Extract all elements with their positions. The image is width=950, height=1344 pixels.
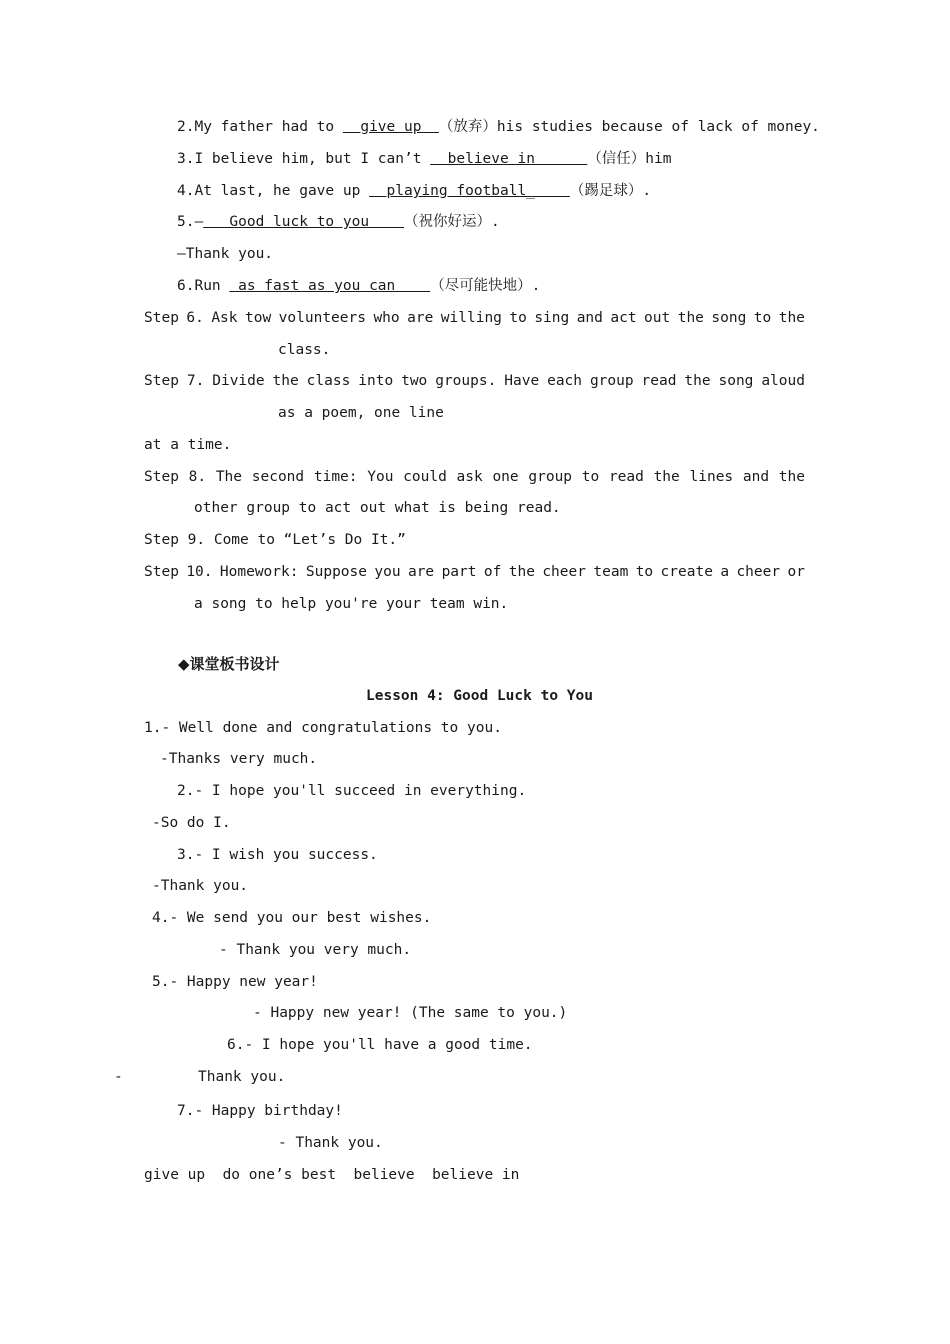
step-word: are: [407, 310, 434, 326]
board-line: 2.- I hope you'll succeed in everything.: [177, 783, 527, 799]
answer-blank: give up: [342, 119, 439, 135]
step-word: each: [547, 373, 583, 389]
step-9-line: Step 9. Come to “Let’s Do It.”: [144, 532, 406, 548]
exercise-5: [177, 212, 500, 232]
step-7-cont-2: at a time.: [144, 437, 232, 453]
step-word: volunteers: [278, 310, 366, 326]
step-word: are: [407, 564, 435, 580]
board-line: 1.- Well done and congratulations to you.: [144, 720, 502, 736]
step-word: 10.: [186, 564, 213, 580]
step-word: Divide: [212, 373, 265, 389]
step-6-line: [144, 308, 805, 328]
step-word: cheer: [542, 564, 586, 580]
step-word: class: [306, 373, 351, 389]
board-line: Thank you.: [198, 1069, 286, 1085]
step-word: team: [593, 564, 629, 580]
step-word: to: [753, 310, 772, 326]
board-line: -Thank you.: [152, 878, 249, 894]
step-word: group: [589, 373, 634, 389]
step-word: could: [403, 469, 447, 485]
step-word: read: [608, 469, 644, 485]
exercise-3: [177, 149, 672, 169]
step-word: 8.: [188, 469, 207, 485]
answer-blank: Good luck to you: [203, 214, 404, 230]
exercise-2: [177, 117, 820, 137]
step-word: and: [742, 469, 770, 485]
step-word: time:: [313, 469, 358, 485]
answer-blank: believe in: [430, 151, 588, 167]
step-word: the: [653, 469, 680, 485]
step-word: a: [720, 564, 730, 580]
exercise-text: （信任）him: [587, 151, 672, 167]
step-word: part: [441, 564, 477, 580]
step-word: to: [635, 564, 654, 580]
step-word: and: [576, 310, 603, 326]
step-word: or: [787, 564, 805, 580]
step-word: read: [641, 373, 677, 389]
board-line: - Thank you.: [278, 1135, 383, 1151]
exercise-text: 4.At last, he gave up: [177, 183, 370, 199]
exercise-text: （放弃）his studies because of lack of money.: [438, 119, 820, 135]
step-word: 7.: [186, 373, 205, 389]
exercise-text: （祝你好运）.: [404, 214, 500, 230]
step-word: aloud: [761, 373, 805, 389]
answer-blank: playing football_: [369, 183, 570, 199]
board-heading: ◆课堂板书设计: [178, 655, 280, 673]
board-dash: -: [114, 1069, 123, 1085]
exercise-text: （踢足球）.: [569, 183, 652, 199]
exercise-5-reply: [177, 244, 273, 264]
exercise-4: [177, 181, 651, 201]
step-word: song: [718, 373, 754, 389]
exercise-text: 6.Run: [177, 278, 230, 294]
step-word: the: [778, 310, 805, 326]
step-word: you: [374, 564, 401, 580]
step-10-line: [144, 562, 805, 582]
step-word: Step: [144, 564, 179, 580]
step-word: The: [215, 469, 243, 485]
board-line: 6.- I hope you'll have a good time.: [227, 1037, 533, 1053]
step-word: the: [272, 373, 299, 389]
exercise-text: 3.I believe him, but I can’t: [177, 151, 431, 167]
exercise-text: —Thank you.: [177, 246, 274, 262]
board-line: -So do I.: [152, 815, 231, 831]
step-word: act: [610, 310, 637, 326]
step-word: one: [492, 469, 519, 485]
step-word: sing: [534, 310, 570, 326]
board-line: 4.- We send you our best wishes.: [152, 910, 432, 926]
step-word: of: [483, 564, 502, 580]
step-8-cont: other group to act out what is being read.: [194, 500, 561, 516]
step-word: second: [251, 469, 305, 485]
step-word: Have: [504, 373, 540, 389]
step-word: two: [401, 373, 428, 389]
step-word: song: [711, 310, 747, 326]
step-word: Step: [144, 310, 179, 326]
board-title: Lesson 4: Good Luck to You: [366, 688, 593, 704]
step-word: tow: [245, 310, 272, 326]
board-line: - Happy new year! (The same to you.): [253, 1005, 568, 1021]
exercise-6: [177, 276, 540, 296]
answer-blank: as fast as you can: [229, 278, 431, 294]
step-word: 6.: [186, 310, 204, 326]
step-word: Suppose: [305, 564, 367, 580]
step-word: groups.: [435, 373, 497, 389]
board-vocab: give up do one’s best believe believe in: [144, 1167, 520, 1183]
step-word: the: [677, 310, 704, 326]
step-word: out: [644, 310, 671, 326]
step-word: willing: [440, 310, 502, 326]
step-word: Step: [144, 469, 179, 485]
step-6-cont: class.: [278, 342, 331, 358]
board-line: 5.- Happy new year!: [152, 974, 318, 990]
exercise-text: （尽可能快地）.: [430, 278, 541, 294]
step-word: into: [358, 373, 394, 389]
step-word: cheer: [736, 564, 781, 580]
step-word: the: [508, 564, 535, 580]
board-line: 3.- I wish you success.: [177, 847, 378, 863]
step-7-cont: as a poem, one line: [278, 405, 444, 421]
step-word: to: [509, 310, 527, 326]
step-word: Ask: [211, 310, 238, 326]
board-line: -Thanks very much.: [160, 751, 318, 767]
step-word: create: [660, 564, 713, 580]
step-word: You: [367, 469, 394, 485]
step-word: group: [528, 469, 573, 485]
board-line: - Thank you very much.: [219, 942, 412, 958]
step-word: ask: [456, 469, 483, 485]
step-word: who: [373, 310, 400, 326]
step-8-line: [144, 467, 805, 487]
step-word: to: [581, 469, 600, 485]
exercise-text: 5.—: [177, 214, 204, 230]
step-10-cont: a song to help you're your team win.: [194, 596, 509, 612]
step-word: the: [778, 469, 805, 485]
step-word: Homework:: [219, 564, 299, 580]
step-word: lines: [689, 469, 734, 485]
exercise-text: 2.My father had to: [177, 119, 343, 135]
step-7-line: [144, 371, 805, 391]
step-word: Step: [144, 373, 179, 389]
step-word: the: [684, 373, 711, 389]
board-line: 7.- Happy birthday!: [177, 1103, 343, 1119]
